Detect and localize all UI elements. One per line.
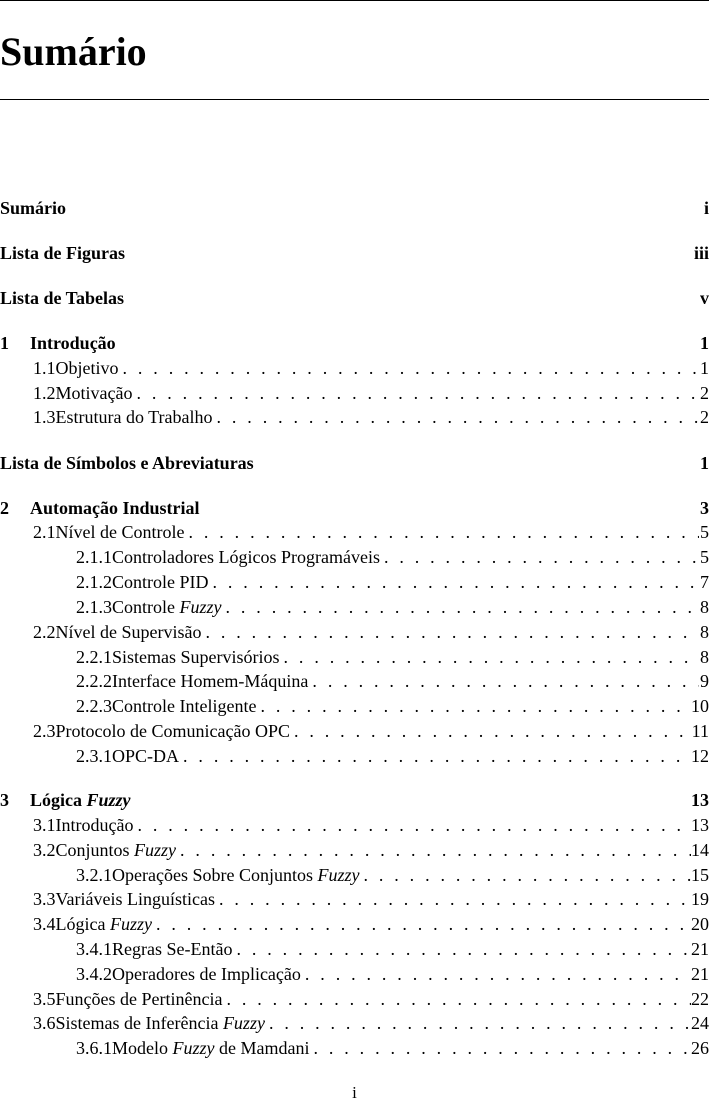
toc-entry-page-number: 22 [691, 989, 709, 1009]
toc-entry-number: 3.2.1 [76, 865, 112, 885]
toc-entry-subsection[interactable] [0, 596, 709, 618]
page-title: Sumário [0, 29, 147, 74]
dot-leader [359, 864, 691, 886]
toc-entry-section[interactable] [0, 814, 709, 836]
toc-entry-number: 3.6 [33, 1013, 56, 1033]
toc-entry-title: Automação Industrial [30, 498, 200, 518]
toc-entry-page-number: 5 [700, 522, 709, 542]
toc-entry-page-number: 26 [691, 1038, 709, 1058]
toc-entry-page-number: 1 [700, 333, 709, 353]
toc-entry-subsection[interactable] [0, 1037, 709, 1059]
toc-entry-title: Lógica Fuzzy [55, 914, 152, 934]
toc-entry-part[interactable] [0, 287, 709, 309]
toc-entry-title: Sumário [0, 198, 67, 218]
dot-leader [222, 596, 700, 618]
toc-entry-page-number: 13 [691, 815, 709, 835]
toc-entry-subsection[interactable] [0, 571, 709, 593]
toc-entry-subsection[interactable] [0, 938, 709, 960]
toc-entry-section[interactable] [0, 357, 709, 379]
toc-entry-number: 3 [0, 790, 9, 810]
toc-entry-page-number: v [700, 288, 709, 308]
dot-leader [215, 888, 691, 910]
dot-leader [301, 963, 691, 985]
dot-leader [380, 546, 699, 568]
toc-entry-title: Objetivo [55, 358, 119, 378]
toc-entry-page-number: 15 [691, 865, 709, 885]
dot-leader [201, 621, 699, 643]
toc-entry-page-number: 3 [700, 498, 709, 518]
toc-entry-number: 3.6.1 [76, 1038, 112, 1058]
toc-entry-page-number: 19 [691, 889, 709, 909]
page-number-footer: i [352, 1083, 357, 1102]
toc-entry-title: Lógica Fuzzy [30, 790, 131, 810]
dot-leader [265, 1012, 691, 1034]
toc-entry-number: 3.5 [33, 989, 56, 1009]
toc-entry-number: 2.2.1 [76, 647, 112, 667]
toc-entry-title: Motivação [55, 383, 133, 403]
dot-leader [209, 571, 700, 593]
toc-entry-title: Controle PID [112, 572, 209, 592]
toc-entry-number: 3.2 [33, 840, 56, 860]
toc-entry-page-number: 5 [700, 547, 709, 567]
toc-entry-number: 3.3 [33, 889, 56, 909]
toc-entry-subsection[interactable] [0, 646, 709, 668]
toc-entry-title: Controle Fuzzy [112, 597, 222, 617]
toc-entry-section[interactable] [0, 406, 709, 428]
toc-entry-subsection[interactable] [0, 864, 709, 886]
toc-entry-page-number: iii [693, 243, 709, 263]
toc-entry-number: 2.2 [33, 622, 56, 642]
toc-entry-title-italic: Fuzzy [317, 865, 360, 885]
toc-entry-page-number: 1 [700, 453, 709, 473]
toc-entry-section[interactable] [0, 888, 709, 910]
dot-leader [132, 382, 699, 404]
dot-leader [222, 988, 691, 1010]
toc-entry-page-number: 9 [700, 671, 709, 691]
toc-entry-title: Conjuntos Fuzzy [55, 840, 177, 860]
toc-entry-page-number: 12 [691, 746, 709, 766]
toc-entry-title: Lista de Tabelas [0, 288, 125, 308]
toc-entry-title-italic: Fuzzy [222, 1013, 265, 1033]
dot-leader [184, 521, 699, 543]
dot-leader [290, 720, 692, 742]
toc-entry-part[interactable] [0, 197, 709, 219]
dot-leader [232, 938, 691, 960]
toc-entry-title: Estrutura do Trabalho [55, 407, 213, 427]
dot-leader [133, 814, 691, 836]
toc-entry-section[interactable] [0, 621, 709, 643]
toc-entry-section[interactable] [0, 1012, 709, 1034]
toc-entry-page-number: 21 [691, 939, 709, 959]
dot-leader [309, 1037, 691, 1059]
toc-entry-title-italic: Fuzzy [109, 914, 152, 934]
toc-entry-title: Nível de Controle [55, 522, 185, 542]
toc-entry-title-italic: Fuzzy [179, 597, 222, 617]
toc-entry-title: Operadores de Implicação [112, 964, 301, 984]
toc-entry-subsection[interactable] [0, 546, 709, 568]
toc-entry-page-number: 11 [691, 721, 709, 741]
toc-entry-title: Funções de Pertinência [55, 989, 223, 1009]
toc-entry-subsection[interactable] [0, 695, 709, 717]
toc-entry-title: Sistemas de Inferência Fuzzy [55, 1013, 265, 1033]
toc-entry-title: Interface Homem-Máquina [112, 671, 309, 691]
toc-entry-number: 2 [0, 498, 9, 518]
toc-entry-title-italic: Fuzzy [86, 790, 131, 810]
toc-entry-title-italic: Fuzzy [134, 840, 177, 860]
toc-entry-page-number: i [703, 198, 709, 218]
toc-entry-page-number: 24 [691, 1013, 709, 1033]
toc-entry-number: 1 [0, 333, 9, 353]
toc-entry-title: Controladores Lógicos Programáveis [112, 547, 380, 567]
toc-entry-title: OPC-DA [112, 746, 180, 766]
title-rule [0, 99, 709, 100]
toc-entry-page-number: 7 [700, 572, 709, 592]
toc-entry-page-number: 20 [691, 914, 709, 934]
toc-entry-page-number: 2 [700, 383, 709, 403]
toc-entry-title: Modelo Fuzzy de Mamdani [112, 1038, 310, 1058]
toc-entry-number: 2.1 [33, 522, 56, 542]
dot-leader [280, 646, 699, 668]
toc-entry-section[interactable] [0, 382, 709, 404]
toc-entry-page-number: 2 [700, 407, 709, 427]
toc-entry-section[interactable] [0, 521, 709, 543]
dot-leader [179, 745, 691, 767]
toc-entry-subsection[interactable] [0, 745, 709, 767]
toc-entry-page-number: 10 [691, 696, 709, 716]
toc-entry-page-number: 8 [700, 622, 709, 642]
toc-entry-title-italic: Fuzzy [172, 1038, 215, 1058]
toc-entry-number: 2.3 [33, 721, 56, 741]
toc-entry-number: 1.2 [33, 383, 56, 403]
toc-entry-number: 2.2.3 [76, 696, 112, 716]
toc-entry-title: Sistemas Supervisórios [112, 647, 280, 667]
toc-entry-number: 2.2.2 [76, 671, 112, 691]
toc-entry-part[interactable] [0, 242, 709, 264]
toc-entry-chapter[interactable] [0, 332, 709, 354]
toc-entry-page-number: 1 [700, 358, 709, 378]
toc-entry-section[interactable] [0, 839, 709, 861]
toc-entry-number: 2.3.1 [76, 746, 112, 766]
toc-entry-title: Introdução [55, 815, 134, 835]
toc-entry-title: Operações Sobre Conjuntos Fuzzy [112, 865, 360, 885]
toc-entry-subsection[interactable] [0, 963, 709, 985]
toc-entry-part[interactable] [0, 452, 709, 474]
toc-entry-number: 1.1 [33, 358, 56, 378]
toc-entry-page-number: 21 [691, 964, 709, 984]
toc-entry-section[interactable] [0, 913, 709, 935]
toc-entry-title: Nível de Supervisão [55, 622, 202, 642]
toc-entry-title: Regras Se-Então [112, 939, 233, 959]
toc-entry-title: Lista de Figuras [0, 243, 126, 263]
dot-leader [152, 913, 691, 935]
toc-entry-number: 3.4.2 [76, 964, 112, 984]
toc-entry-page-number: 8 [700, 597, 709, 617]
toc-entry-number: 3.4 [33, 914, 56, 934]
dot-leader [176, 839, 691, 861]
toc-entry-subsection[interactable] [0, 670, 709, 692]
toc-entry-chapter[interactable] [0, 497, 709, 519]
toc-entry-section[interactable] [0, 720, 709, 742]
toc-entry-number: 2.1.2 [76, 572, 112, 592]
toc-entry-number: 2.1.3 [76, 597, 112, 617]
dot-leader [119, 357, 700, 379]
toc-entry-page-number: 13 [691, 790, 709, 810]
toc-entry-title: Lista de Símbolos e Abreviaturas [0, 453, 254, 473]
toc-entry-page-number: 8 [700, 647, 709, 667]
toc-entry-title: Controle Inteligente [112, 696, 257, 716]
top-rule [0, 0, 709, 1]
dot-leader [213, 406, 700, 428]
toc-entry-section[interactable] [0, 988, 709, 1010]
toc-entry-number: 2.1.1 [76, 547, 112, 567]
toc-entry-chapter[interactable] [0, 789, 709, 811]
toc-entry-number: 3.1 [33, 815, 56, 835]
toc-entry-number: 3.4.1 [76, 939, 112, 959]
dot-leader [308, 670, 699, 692]
toc-entry-number: 1.3 [33, 407, 56, 427]
toc-entry-title: Variáveis Linguísticas [55, 889, 215, 909]
toc-entry-title: Protocolo de Comunicação OPC [55, 721, 290, 741]
dot-leader [256, 695, 691, 717]
toc-entry-title: Introdução [30, 333, 116, 353]
toc-entry-page-number: 14 [691, 840, 709, 860]
